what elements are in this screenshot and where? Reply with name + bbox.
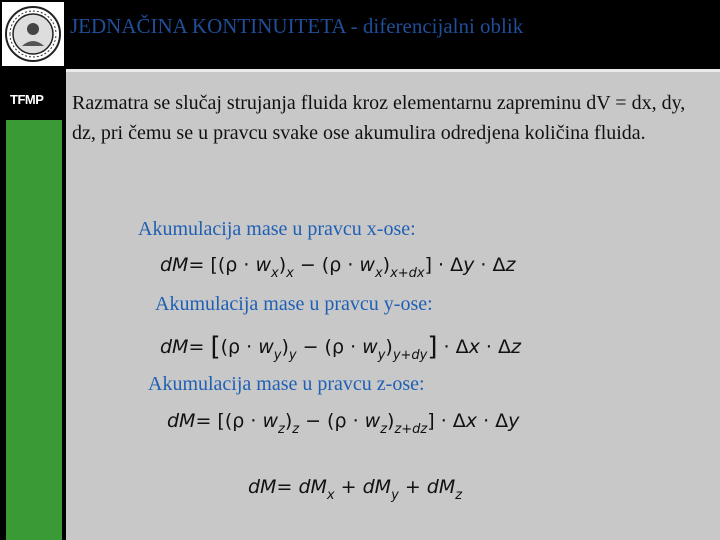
heading-y-axis: Akumulacija mase u pravcu y-ose: (155, 293, 433, 315)
equation-y: $dM= [(\rho \cdot w_y)_y - (\rho \cdot w_y)_{y+dy}] \cdot \Delta x \cdot \Delta z$ (160, 332, 521, 363)
heading-x-axis: Akumulacija mase u pravcu x-ose: (138, 218, 416, 240)
sidebar-accent-strip (6, 120, 62, 540)
heading-z-axis: Akumulacija mase u pravcu z-ose: (148, 373, 425, 395)
equation-z: $dM= [(\rho \cdot w_z)_z - (\rho \cdot w_z)_{z+dz}] \cdot \Delta x \cdot \Delta y$ (167, 410, 520, 437)
page-title: JEDNAČINA KONTINUITETA - diferencijalni oblik (70, 14, 524, 38)
university-seal-icon (2, 2, 64, 66)
equation-x: $dM= [(\rho \cdot w_x)_x - (\rho \cdot w_x)_{x+dx}] \cdot \Delta y \cdot \Delta z$ (160, 254, 516, 281)
equation-total: $dM= dM_x + dM_y + dM_z$ (248, 476, 463, 503)
faculty-badge-label: TFMP (10, 92, 44, 107)
intro-paragraph: Razmatra se slučaj strujanja fluida kroz elementarnu zapreminu dV = dx, dy, dz, pri čemu se u pravcu svake ose akumulira odredjena količina fluida. (72, 92, 686, 144)
